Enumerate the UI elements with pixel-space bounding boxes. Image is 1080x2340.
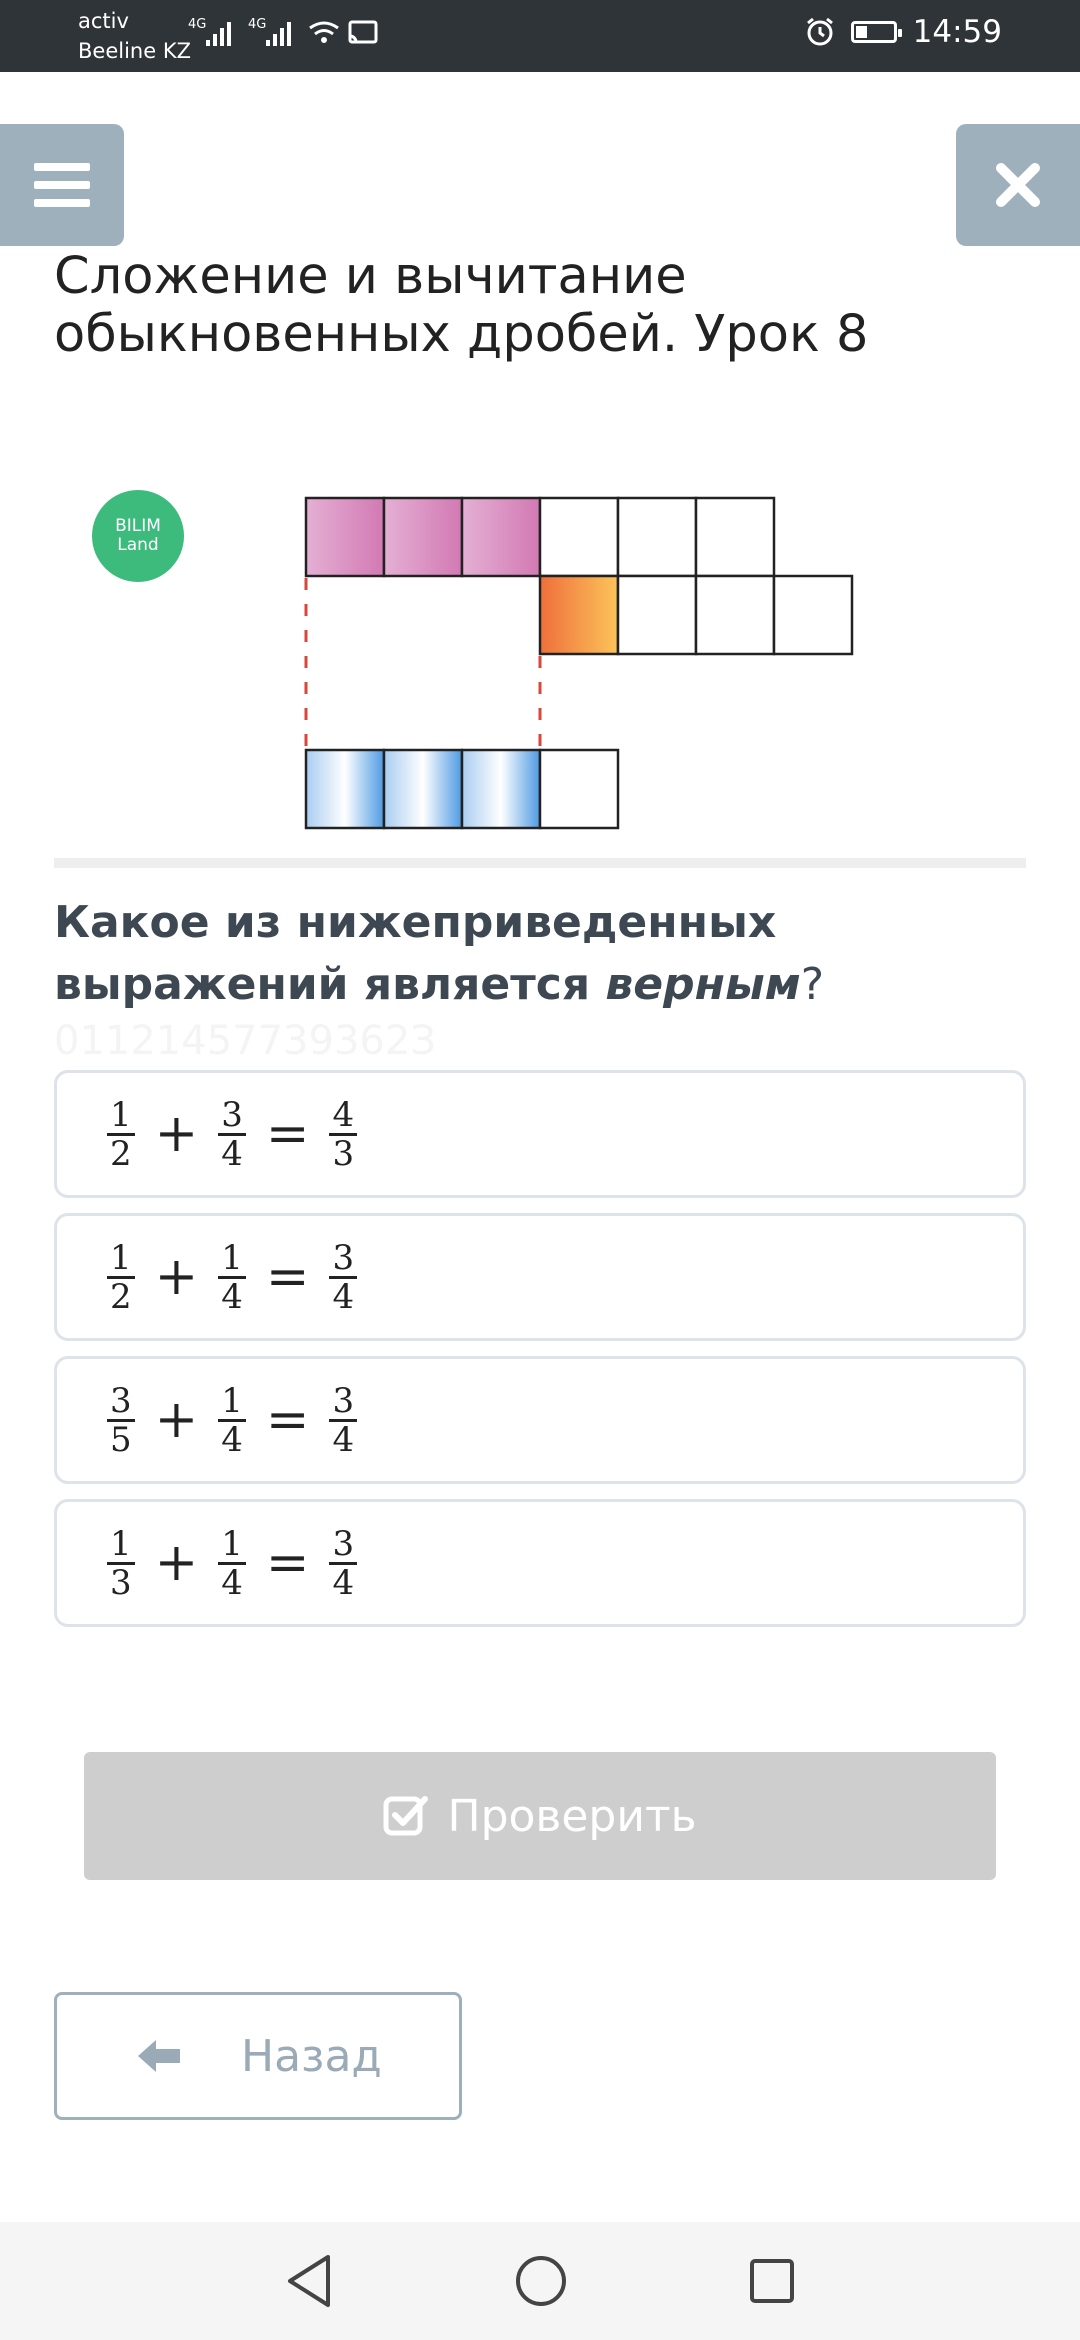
nav-back-icon[interactable] <box>284 2253 334 2309</box>
wifi-cast-icon <box>306 16 386 52</box>
denominator: 3 <box>332 1133 355 1174</box>
carrier-info <box>78 6 191 66</box>
check-answer-button[interactable] <box>84 1752 996 1880</box>
numerator: 1 <box>107 1097 135 1136</box>
network-type-1: 4G <box>188 17 207 32</box>
plus-sign: + <box>154 1533 199 1593</box>
system-nav-bar <box>0 2222 1080 2340</box>
plus-sign: + <box>154 1390 199 1450</box>
fraction <box>107 1237 135 1317</box>
numerator: 4 <box>329 1097 357 1136</box>
status-bar <box>0 0 1080 72</box>
denominator: 4 <box>221 1562 243 1603</box>
close-button[interactable] <box>956 124 1080 246</box>
question-text <box>54 892 1026 1016</box>
plus-sign: + <box>154 1247 199 1307</box>
fraction <box>107 1380 135 1460</box>
fraction <box>329 1380 357 1460</box>
menu-button[interactable] <box>0 124 124 246</box>
numerator: 3 <box>107 1383 135 1422</box>
numerator: 1 <box>218 1526 246 1565</box>
fraction <box>218 1094 246 1174</box>
denominator: 3 <box>110 1562 132 1603</box>
denominator: 4 <box>332 1419 355 1460</box>
close-icon <box>995 162 1041 208</box>
fraction <box>107 1094 135 1174</box>
numerator: 1 <box>218 1240 246 1279</box>
denominator: 4 <box>332 1276 355 1317</box>
numerator: 3 <box>329 1240 357 1279</box>
carrier-name-2: Beeline KZ <box>78 39 191 63</box>
checkbox-check-icon <box>383 1793 429 1839</box>
fraction <box>107 1523 135 1603</box>
equals-sign: = <box>265 1390 310 1450</box>
numerator: 1 <box>107 1240 135 1279</box>
back-button[interactable] <box>54 1992 462 2120</box>
equals-sign: = <box>265 1247 310 1307</box>
denominator: 2 <box>110 1133 132 1174</box>
question-emphasis: верным <box>605 959 801 1010</box>
denominator: 4 <box>332 1562 355 1603</box>
clock: 14:59 <box>912 14 1002 50</box>
alarm-icon <box>805 17 835 47</box>
answer-option-4[interactable] <box>54 1499 1026 1627</box>
fraction <box>329 1094 357 1174</box>
numerator: 1 <box>107 1526 135 1565</box>
numerator: 3 <box>218 1097 246 1136</box>
hamburger-icon <box>34 161 90 209</box>
carrier-name-1: activ <box>78 9 129 33</box>
battery-icon <box>851 21 897 43</box>
logo-text-1: BILIM <box>115 516 161 536</box>
network-type-2: 4G <box>248 17 267 32</box>
check-button-label: Проверить <box>447 1790 697 1842</box>
nav-recents-icon[interactable] <box>748 2257 796 2305</box>
section-divider <box>54 858 1026 868</box>
answer-options <box>54 1070 1026 1642</box>
back-button-label: Назад <box>241 2030 382 2082</box>
question-part-1: Какое из нижеприведенных выражений является <box>54 897 777 1010</box>
numerator: 3 <box>329 1383 357 1422</box>
fraction <box>218 1237 246 1317</box>
fraction <box>218 1380 246 1460</box>
status-right <box>805 14 1002 50</box>
denominator: 5 <box>110 1419 132 1460</box>
fraction <box>218 1523 246 1603</box>
fraction-diagram <box>290 490 870 830</box>
bar-halves <box>306 498 774 576</box>
logo-text-2: Land <box>117 535 159 555</box>
denominator: 4 <box>221 1419 243 1460</box>
equals-sign: = <box>265 1533 310 1593</box>
denominator: 4 <box>221 1133 243 1174</box>
plus-sign: + <box>154 1104 199 1164</box>
question-id: 01121457739362З <box>54 1018 436 1064</box>
numerator: 1 <box>218 1383 246 1422</box>
bilimland-logo <box>92 490 184 582</box>
denominator: 4 <box>221 1276 243 1317</box>
arrow-left-icon <box>129 2038 189 2074</box>
fraction <box>329 1237 357 1317</box>
answer-option-2[interactable] <box>54 1213 1026 1341</box>
numerator: 3 <box>329 1526 357 1565</box>
signal-icons <box>188 16 328 56</box>
answer-option-1[interactable] <box>54 1070 1026 1198</box>
denominator: 2 <box>110 1276 132 1317</box>
bar-result <box>306 750 618 828</box>
question-part-2: ? <box>800 959 825 1010</box>
dashed-guides <box>306 578 540 748</box>
page-title: Сложение и вычитание обыкновенных дробей. Урок 8 <box>54 247 869 364</box>
fraction <box>329 1523 357 1603</box>
bar-quarters <box>540 576 852 654</box>
answer-option-3[interactable] <box>54 1356 1026 1484</box>
nav-home-icon[interactable] <box>514 2254 568 2308</box>
equals-sign: = <box>265 1104 310 1164</box>
